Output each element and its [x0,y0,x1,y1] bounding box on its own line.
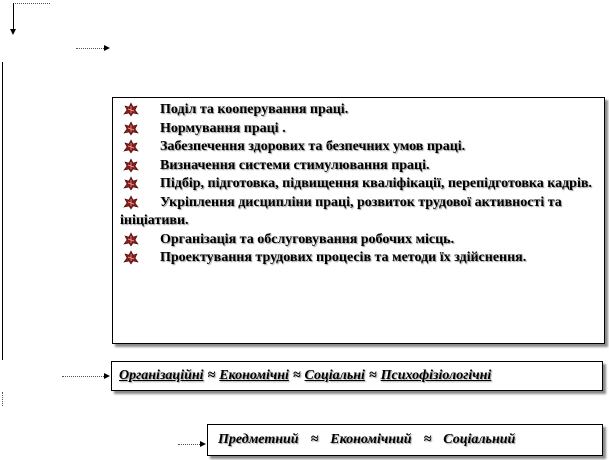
labor-function-text: Укріплення дисципліни праці, розвиток трудової активності та ініціативи. [120,194,562,228]
arrow-line-1 [76,48,104,49]
arrow-line-2 [62,376,104,377]
down-arrow-icon [10,29,16,35]
labor-function-text: Підбір, підготовка, підвищення кваліфікації, перепідготовка кадрів. [160,176,592,191]
labor-function-text: Забезпечення здорових та безпечних умов праці. [160,139,466,154]
approx-separator: ≈ [310,432,319,447]
leaf-bullet-icon [120,249,160,265]
approaches-row [208,425,602,455]
labor-function-text: Нормування праці . [160,120,286,136]
labor-functions-list [113,98,604,268]
labor-function-item [120,138,600,157]
approx-separator: ≈ [368,368,377,383]
labor-function-text: Проектування трудових процесів та методи їх здійснення. [160,250,527,265]
leaf-bullet-icon [120,194,160,210]
labor-function-text: Організація та обслуговування робочих місць. [160,231,455,247]
labor-function-text: Визначення системи стимулювання праці. [160,157,430,173]
approx-separator: ≈ [207,368,216,383]
approach-label: Економічний [330,432,412,447]
left-vertical-line [2,62,3,360]
approach-label: Соціальний [443,432,516,447]
right-arrow-icon [104,373,110,379]
labor-function-item [120,231,600,250]
left-dotted-line [2,392,3,406]
leaf-bullet-icon [120,101,160,117]
category-label: Соціальні [304,368,365,383]
arrow-line-3 [178,444,200,445]
category-label: Економічні [219,368,289,383]
approach-label: Предметний [218,432,299,447]
labor-function-item [120,120,600,139]
labor-function-item [120,194,600,231]
leaf-bullet-icon [120,120,160,136]
categories-box [111,361,603,391]
labor-function-item [120,101,600,120]
approx-separator: ≈ [423,432,432,447]
category-label: Психофізіологічні [380,368,492,383]
leaf-bullet-icon [120,157,160,173]
right-arrow-icon [104,45,110,51]
labor-function-item [120,249,600,268]
top-left-vertical-line [13,3,14,29]
approaches-box [207,424,603,456]
approx-separator: ≈ [292,368,301,383]
right-arrow-icon [200,441,206,447]
category-label: Організаційні [119,368,204,383]
top-connector-line [13,3,50,4]
labor-function-text: Поділ та кооперування праці. [160,102,349,117]
leaf-bullet-icon [120,138,160,154]
categories-row [112,362,602,390]
labor-functions-box [112,97,605,344]
labor-function-item [120,157,600,176]
labor-function-item [120,175,600,194]
leaf-bullet-icon [120,231,160,247]
leaf-bullet-icon [120,175,160,191]
